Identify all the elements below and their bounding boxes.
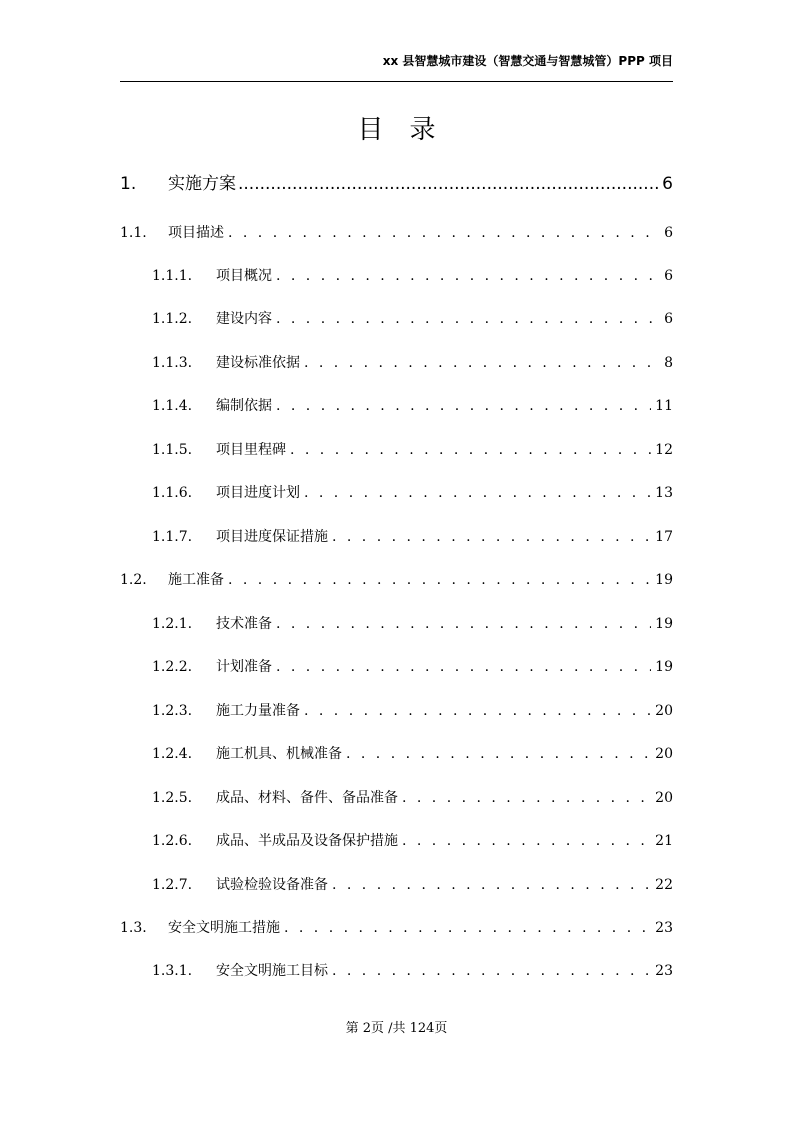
toc-entry-page: 19 <box>655 659 673 675</box>
toc-entry-text: 技术准备 <box>216 616 272 632</box>
toc-entry[interactable] <box>120 788 673 808</box>
toc-entry[interactable] <box>120 744 673 764</box>
toc-dot-leader <box>304 701 651 721</box>
toc-entry-page: 13 <box>655 485 673 501</box>
toc-entry[interactable] <box>120 396 673 416</box>
toc-entry-text: 建设内容 <box>216 311 272 327</box>
toc-entry-number: 1.1.6. <box>152 485 193 501</box>
toc-dot-leader <box>332 875 651 895</box>
toc-entry-number: 1.2.5. <box>152 790 193 806</box>
toc-dot-leader <box>276 657 651 677</box>
toc-dot-leader <box>290 440 651 460</box>
toc-entry-text: 成品、半成品及设备保护措施 <box>216 833 398 849</box>
toc-entry[interactable] <box>120 309 673 329</box>
toc-entry[interactable] <box>120 353 673 373</box>
toc-entry-number: 1.1.4. <box>152 398 193 414</box>
toc-dot-leader <box>332 527 651 547</box>
toc-dot-leader <box>332 961 651 981</box>
toc-entry[interactable] <box>120 172 673 196</box>
toc-entry-text: 项目概况 <box>216 268 272 284</box>
toc-entry-page: 8 <box>664 355 673 371</box>
toc-entry-number: 1.1.1. <box>152 268 193 284</box>
toc-entry-page: 19 <box>655 572 673 588</box>
toc-entry-text: 计划准备 <box>216 659 272 675</box>
toc-dot-leader <box>346 744 651 764</box>
toc-entry-number: 1.3. <box>120 920 147 936</box>
toc-entry-page: 23 <box>655 920 673 936</box>
toc-entry[interactable] <box>120 657 673 677</box>
toc-entry-text: 编制依据 <box>216 398 272 414</box>
toc-entry-number: 1.1.3. <box>152 355 193 371</box>
toc-entry-page: 20 <box>655 746 673 762</box>
toc-entry[interactable] <box>120 570 673 590</box>
toc-entry-number: 1.1.5. <box>152 442 193 458</box>
toc-entry-text: 施工机具、机械准备 <box>216 746 342 762</box>
toc-dot-leader <box>276 266 660 286</box>
toc-entry-page: 6 <box>664 268 673 284</box>
page-footer: 第 2页 /共 124页 <box>345 1021 448 1036</box>
toc-dot-leader <box>304 483 651 503</box>
toc-entry[interactable] <box>120 875 673 895</box>
toc-entry-page: 6 <box>664 311 673 327</box>
toc-entry-text: 项目进度保证措施 <box>216 529 328 545</box>
toc-dot-leader <box>276 614 651 634</box>
toc-entry-text: 成品、材料、备件、备品准备 <box>216 790 398 806</box>
toc-entry[interactable] <box>120 918 673 938</box>
toc-entry[interactable] <box>120 831 673 851</box>
toc-entry[interactable] <box>120 440 673 460</box>
toc-entry-text: 安全文明施工目标 <box>216 963 328 979</box>
toc-entry-number: 1. <box>120 174 137 194</box>
toc-entry-number: 1.2.4. <box>152 746 193 762</box>
toc-entry-text: 试验检验设备准备 <box>216 877 328 893</box>
toc-entry-page: 19 <box>655 616 673 632</box>
toc-entry[interactable] <box>120 483 673 503</box>
toc-dot-leader <box>284 918 651 938</box>
toc-entry-text: 施工准备 <box>168 572 224 588</box>
toc-entry-number: 1.2.6. <box>152 833 193 849</box>
toc-entry-page: 22 <box>655 877 673 893</box>
toc-entry-text: 施工力量准备 <box>216 703 300 719</box>
toc-entry-page: 6 <box>662 174 673 194</box>
toc-dot-leader <box>402 831 651 851</box>
toc-entry-page: 17 <box>655 529 673 545</box>
toc-dot-leader <box>228 223 660 243</box>
toc-entry-number: 1.3.1. <box>152 963 193 979</box>
toc-entry-page: 12 <box>655 442 673 458</box>
toc-entry-page: 6 <box>664 225 673 241</box>
toc-entry-number: 1.2.7. <box>152 877 193 893</box>
toc-entry-page: 23 <box>655 963 673 979</box>
toc-entry-number: 1.2.2. <box>152 659 193 675</box>
toc-entry-number: 1.2.3. <box>152 703 193 719</box>
toc-dot-leader <box>402 788 651 808</box>
toc-entry[interactable] <box>120 701 673 721</box>
toc-entry[interactable] <box>120 223 673 243</box>
toc-entry[interactable] <box>120 527 673 547</box>
toc-entry-number: 1.1.7. <box>152 529 193 545</box>
toc-entry-number: 1.1.2. <box>152 311 193 327</box>
toc-dot-leader <box>276 396 651 416</box>
toc-entry[interactable] <box>120 961 673 981</box>
toc-entry-page: 21 <box>655 833 673 849</box>
toc-entry[interactable] <box>120 266 673 286</box>
toc-entry-page: 20 <box>655 790 673 806</box>
toc-dot-leader <box>228 570 651 590</box>
toc-entry-text: 项目描述 <box>168 225 224 241</box>
toc-dot-leader <box>304 353 660 373</box>
toc-entry-number: 1.2. <box>120 572 147 588</box>
toc-title: 目录 <box>357 115 462 145</box>
toc-entry[interactable] <box>120 614 673 634</box>
toc-entry-page: 20 <box>655 703 673 719</box>
toc-entry-number: 1.2.1. <box>152 616 193 632</box>
running-header: xx 县智慧城市建设（智慧交通与智慧城管）PPP 项目 <box>382 54 673 68</box>
toc-entry-number: 1.1. <box>120 225 147 241</box>
toc-entry-text: 项目进度计划 <box>216 485 300 501</box>
table-of-contents <box>120 0 673 1000</box>
toc-entry-text: 实施方案 <box>168 174 236 194</box>
toc-dot-leader <box>276 309 660 329</box>
toc-dot-leader <box>238 172 660 196</box>
toc-entry-page: 11 <box>655 398 673 414</box>
toc-entry-text: 项目里程碑 <box>216 442 286 458</box>
toc-entry-text: 建设标准依据 <box>216 355 300 371</box>
toc-entry-text: 安全文明施工措施 <box>168 920 280 936</box>
